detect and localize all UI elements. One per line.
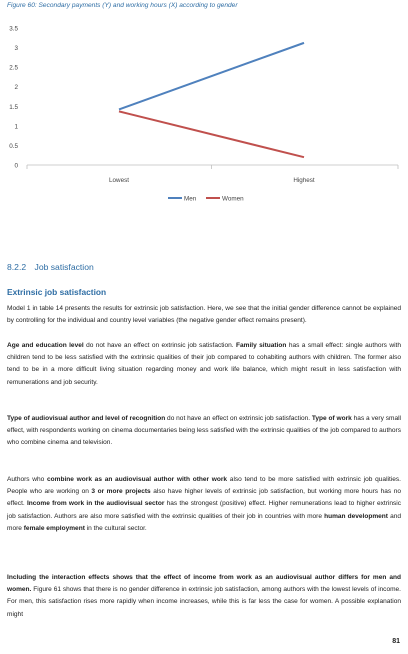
bold-text: Type of audiovisual author and level of recognition (7, 415, 166, 422)
paragraph-gender-difference (7, 303, 401, 327)
bold-text: female employment (23, 524, 85, 532)
section-heading (7, 262, 94, 272)
legend-label-women: Women (222, 195, 244, 203)
paragraph-interaction-effects (7, 572, 401, 621)
text-run: Model 1 in table 14 presents the results for extrinsic job satisfaction. Here, we see that the initial gender difference cannot be explained by controlling for the individual and country level variables (the negative gender effect remains present). (7, 305, 401, 325)
bold-text: Type of work (311, 415, 352, 422)
y-tick-label: 0.5 (9, 142, 18, 150)
chart-series (119, 43, 304, 157)
bold-text: 3 or more projects (91, 488, 151, 496)
paragraph-combined-work-income (7, 474, 401, 535)
bold-text: Income from work in the audiovisual sector (26, 500, 165, 508)
x-tick-label: Highest (293, 177, 315, 184)
y-tick-label: 0 (14, 162, 18, 170)
subsection-title: Extrinsic job satisfaction (7, 287, 107, 297)
series-line-men (119, 43, 304, 110)
text-run: also have higher levels of extrinsic job satisfaction, but working more hours has no effect. (7, 488, 401, 508)
text-run: has a small effect: single authors with children tend to be less satisfied with the extrinsic qualities of their job compared to cohabiting authors with children. The former also tend to be in a more difficult living situation regarding money and work life balance, which might result in less satisfaction with remunerations and job security. (7, 342, 401, 386)
bold-text: Including the interaction effects shows that the effect of income from work as an audiovisual author differs for men and women. (7, 574, 401, 594)
series-line-women (119, 111, 304, 157)
section-title: Job satisfaction (34, 262, 94, 272)
x-axis (27, 165, 398, 184)
paragraph-type-recognition (7, 413, 401, 450)
bold-text: Age and education level (7, 342, 84, 349)
text-run: do not have an effect on extrinsic job satisfaction. (83, 342, 237, 349)
figure-caption: Figure 60: Secondary payments (Y) and working hours (X) according to gender (7, 2, 238, 9)
legend-label-men: Men (184, 195, 197, 203)
text-run: and more (7, 512, 401, 532)
y-tick-label: 1 (14, 123, 18, 131)
chart-legend (168, 195, 244, 202)
text-run: has a very small effect, with respondents working on cinema documentaries being less satisfied with the extrinsic qualities of the job compared to authors who combine cinema and television. (7, 415, 401, 447)
y-tick-label: 2 (14, 84, 18, 92)
y-tick-label: 3 (14, 45, 18, 53)
text-run: has the strongest (positive) effect. Higher remunerations lead to higher extrinsic job satisfaction. Authors are also more satisfied with the extrinsic qualities of their job in countries with more (7, 500, 401, 520)
text-run: in the cultural sector. (84, 524, 147, 532)
x-tick-label: Lowest (109, 177, 129, 184)
line-chart (0, 14, 408, 222)
text-run: Authors who (7, 476, 48, 483)
bold-text: Family situation (236, 342, 287, 349)
page-number: 81 (392, 638, 400, 645)
text-run: do not have an effect on extrinsic job satisfaction. (165, 415, 312, 422)
y-tick-label: 3.5 (9, 25, 18, 33)
y-tick-label: 1.5 (9, 103, 18, 111)
y-axis (9, 26, 18, 170)
text-run: also tend to be more satisfied with extrinsic job qualities. People who are working on (7, 476, 401, 496)
section-number: 8.2.2 (7, 262, 27, 272)
bold-text: combine work as an audiovisual author with other work (47, 476, 228, 483)
paragraph-age-family (7, 340, 401, 389)
bold-text: human development (324, 512, 388, 520)
text-run: Figure 61 shows that there is no gender difference in extrinsic job satisfaction, among authors with the lowest levels of income. For men, this satisfaction rises more rapidly when income increases, while this is far less the case for women. A possible explanation might (7, 586, 401, 618)
y-tick-label: 2.5 (9, 64, 18, 72)
